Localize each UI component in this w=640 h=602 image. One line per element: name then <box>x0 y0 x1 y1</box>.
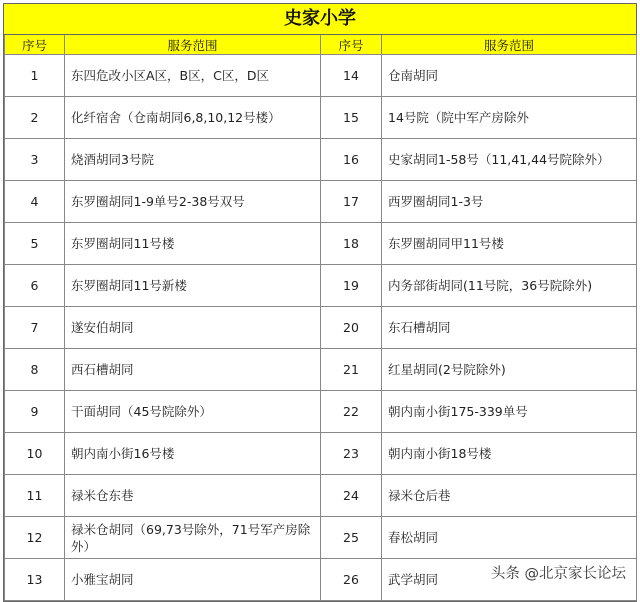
scope-cell: 红星胡同(2号院除外) <box>382 349 637 391</box>
scope-cell: 武学胡同 <box>382 559 637 601</box>
seq-cell: 8 <box>5 349 65 391</box>
header-row <box>5 35 637 55</box>
seq-cell: 17 <box>321 181 382 223</box>
seq-cell: 2 <box>5 97 65 139</box>
table-row <box>5 181 637 223</box>
table-row <box>5 349 637 391</box>
school-district-table <box>3 3 637 602</box>
scope-cell: 禄米仓胡同（69,73号除外，71号军产房除外） <box>65 517 321 559</box>
seq-cell: 11 <box>5 475 65 517</box>
header-seq-right: 序号 <box>321 35 382 55</box>
seq-cell: 26 <box>321 559 382 601</box>
scope-cell: 小雅宝胡同 <box>65 559 321 601</box>
seq-cell: 1 <box>5 55 65 97</box>
scope-cell: 禄米仓东巷 <box>65 475 321 517</box>
seq-cell: 22 <box>321 391 382 433</box>
scope-cell: 仓南胡同 <box>382 55 637 97</box>
table-row <box>5 97 637 139</box>
seq-cell: 18 <box>321 223 382 265</box>
scope-cell: 朝内南小街18号楼 <box>382 433 637 475</box>
scope-cell: 干面胡同（45号院除外） <box>65 391 321 433</box>
table-row <box>5 307 637 349</box>
seq-cell: 23 <box>321 433 382 475</box>
service-scope-table <box>4 35 637 601</box>
seq-cell: 7 <box>5 307 65 349</box>
table-row <box>5 475 637 517</box>
watermark: 头条 @北京家长论坛 <box>490 566 626 582</box>
scope-cell: 遂安伯胡同 <box>65 307 321 349</box>
scope-cell: 东四危改小区A区，B区，C区，D区 <box>65 55 321 97</box>
scope-cell: 东罗圈胡同11号楼 <box>65 223 321 265</box>
scope-cell: 东罗圈胡同1-9单号2-38号双号 <box>65 181 321 223</box>
scope-cell: 朝内南小街16号楼 <box>65 433 321 475</box>
table-row <box>5 139 637 181</box>
seq-cell: 9 <box>5 391 65 433</box>
table-row <box>5 391 637 433</box>
scope-cell: 东石槽胡同 <box>382 307 637 349</box>
seq-cell: 24 <box>321 475 382 517</box>
seq-cell: 14 <box>321 55 382 97</box>
scope-cell: 春松胡同 <box>382 517 637 559</box>
seq-cell: 3 <box>5 139 65 181</box>
scope-cell: 西石槽胡同 <box>65 349 321 391</box>
scope-cell: 内务部街胡同(11号院，36号院除外) <box>382 265 637 307</box>
seq-cell: 12 <box>5 517 65 559</box>
seq-cell: 20 <box>321 307 382 349</box>
seq-cell: 13 <box>5 559 65 601</box>
seq-cell: 19 <box>321 265 382 307</box>
scope-cell: 化纤宿舍（仓南胡同6,8,10,12号楼） <box>65 97 321 139</box>
scope-cell: 朝内南小街175-339单号 <box>382 391 637 433</box>
scope-cell: 史家胡同1-58号（11,41,44号院除外） <box>382 139 637 181</box>
table-row <box>5 223 637 265</box>
seq-cell: 10 <box>5 433 65 475</box>
seq-cell: 16 <box>321 139 382 181</box>
seq-cell: 4 <box>5 181 65 223</box>
table-row <box>5 55 637 97</box>
scope-cell: 东罗圈胡同11号新楼 <box>65 265 321 307</box>
table-title: 史家小学 <box>4 4 636 35</box>
seq-cell: 6 <box>5 265 65 307</box>
header-scope-right: 服务范围 <box>382 35 637 55</box>
scope-cell: 14号院（院中军产房除外 <box>382 97 637 139</box>
seq-cell: 21 <box>321 349 382 391</box>
header-seq-left: 序号 <box>5 35 65 55</box>
scope-cell: 东罗圈胡同甲11号楼 <box>382 223 637 265</box>
seq-cell: 5 <box>5 223 65 265</box>
table-row <box>5 517 637 559</box>
seq-cell: 15 <box>321 97 382 139</box>
scope-cell: 西罗圈胡同1-3号 <box>382 181 637 223</box>
seq-cell: 25 <box>321 517 382 559</box>
table-row <box>5 265 637 307</box>
header-scope-left: 服务范围 <box>65 35 321 55</box>
scope-cell: 禄米仓后巷 <box>382 475 637 517</box>
scope-cell: 烧酒胡同3号院 <box>65 139 321 181</box>
table-row <box>5 433 637 475</box>
